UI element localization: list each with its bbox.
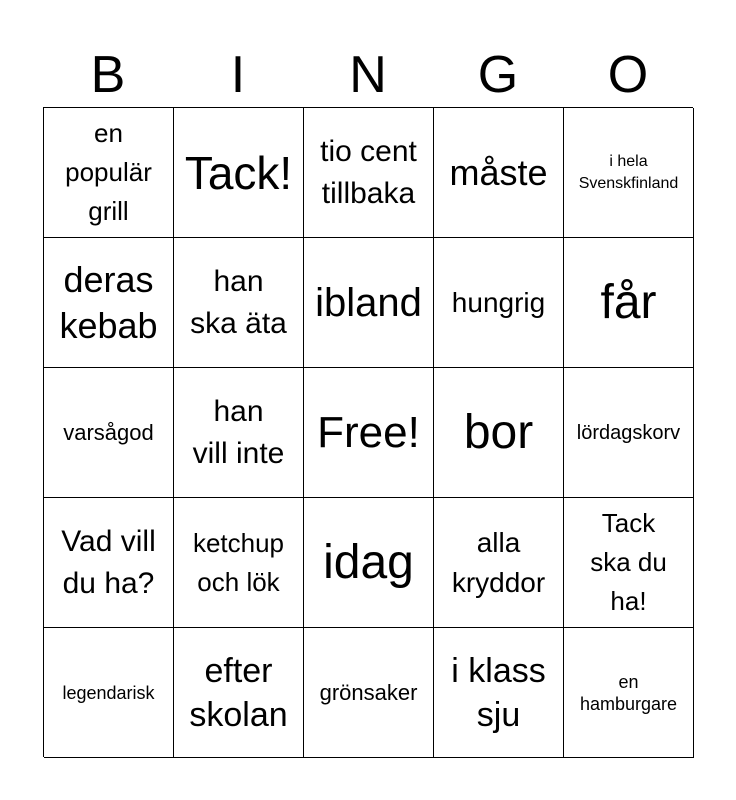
bingo-grid [43, 107, 693, 757]
cell-text: ibland [315, 280, 422, 325]
bingo-cell[interactable] [174, 628, 304, 758]
bingo-header [43, 38, 693, 112]
bingo-cell[interactable] [174, 108, 304, 238]
header-letter-i: I [230, 46, 246, 104]
cell-text: grönsaker [319, 679, 418, 705]
cell-text: han vill inte [192, 394, 285, 470]
cell-text: idag [323, 535, 414, 589]
bingo-cell[interactable] [44, 108, 174, 238]
cell-text: måste [449, 151, 548, 193]
cell-text: Vad vill du ha? [61, 524, 156, 600]
bingo-cell[interactable] [44, 628, 174, 758]
bingo-cell[interactable] [44, 368, 174, 498]
cell-text: alla kryddor [451, 526, 546, 598]
bingo-cell[interactable] [434, 108, 564, 238]
cell-text: ketchup och lök [192, 527, 285, 597]
cell-text: en hamburgare [579, 671, 678, 714]
bingo-cell[interactable] [44, 238, 174, 368]
bingo-cell[interactable] [44, 498, 174, 628]
bingo-cell[interactable] [304, 108, 434, 238]
cell-text: efter skolan [189, 651, 288, 734]
header-letter-o: O [607, 46, 649, 104]
bingo-cell[interactable] [304, 238, 434, 368]
bingo-cell[interactable] [434, 368, 564, 498]
cell-text: i hela Svenskfinland [578, 152, 679, 192]
cell-text: tio cent tillbaka [320, 134, 417, 210]
bingo-cell[interactable] [564, 368, 694, 498]
cell-text: lördagskorv [576, 421, 681, 444]
header-letter-g: G [477, 46, 519, 104]
bingo-cell[interactable] [564, 628, 694, 758]
cell-text: Tack ska du ha! [590, 508, 667, 616]
free-space-cell[interactable] [304, 368, 434, 498]
cell-text: deras kebab [59, 258, 158, 346]
bingo-cell[interactable] [434, 628, 564, 758]
bingo-cell[interactable] [564, 238, 694, 368]
cell-text: han ska äta [190, 264, 287, 340]
bingo-cell[interactable] [304, 498, 434, 628]
cell-text: en populär grill [65, 118, 152, 226]
bingo-cell[interactable] [434, 498, 564, 628]
cell-text: Tack! [184, 146, 293, 199]
header-letter-b: B [90, 46, 126, 104]
bingo-cell[interactable] [174, 368, 304, 498]
cell-text: i klass sju [451, 651, 546, 734]
bingo-cell[interactable] [174, 498, 304, 628]
cell-text: bor [463, 405, 534, 459]
cell-text: Free! [317, 407, 420, 457]
bingo-cell[interactable] [434, 238, 564, 368]
bingo-cell[interactable] [304, 628, 434, 758]
header-letter-n: N [349, 46, 387, 104]
bingo-cell[interactable] [564, 108, 694, 238]
bingo-cell[interactable] [174, 238, 304, 368]
cell-text: legendarisk [62, 682, 155, 703]
cell-text: hungrig [451, 286, 546, 318]
cell-text: får [600, 275, 657, 329]
cell-text: varsågod [63, 419, 154, 445]
bingo-cell[interactable] [564, 498, 694, 628]
